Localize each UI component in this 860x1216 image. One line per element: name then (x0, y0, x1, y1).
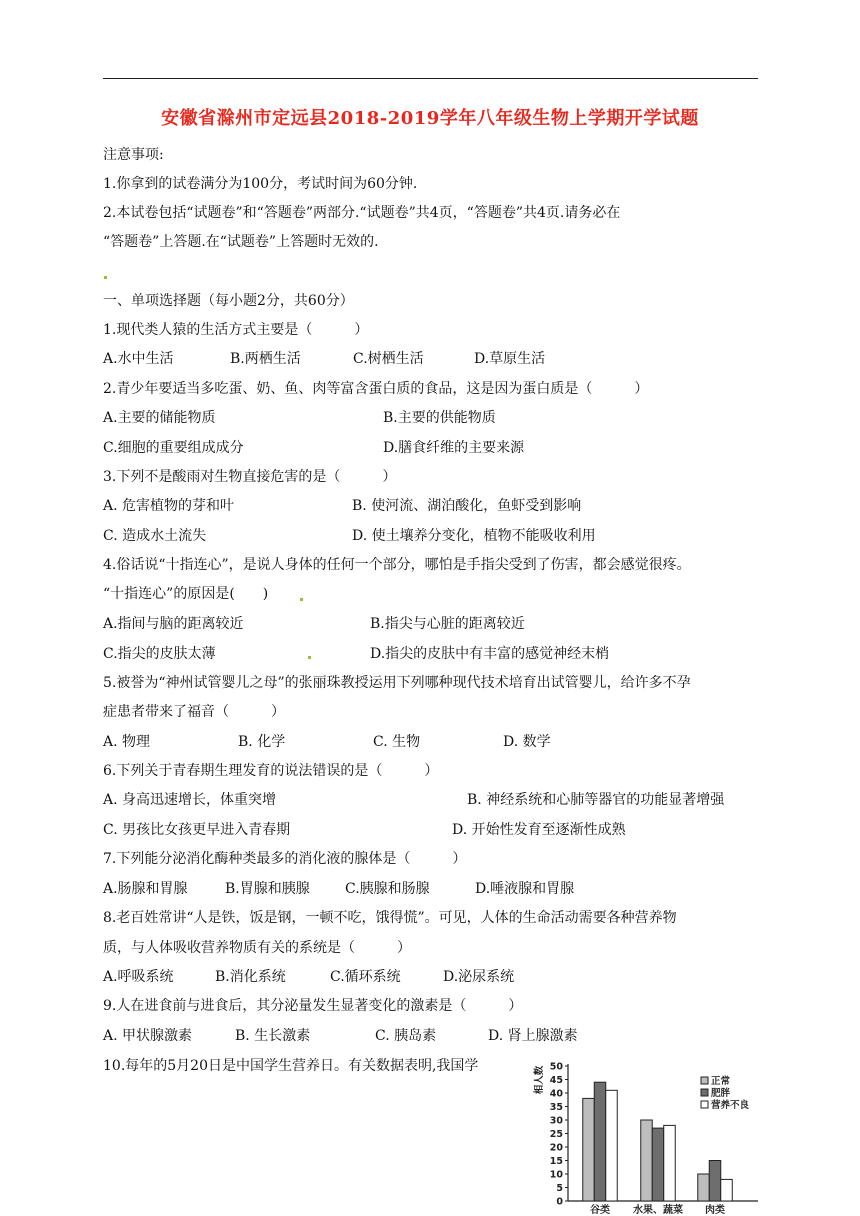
decorative-dot (300, 598, 303, 601)
option-b: B. 化学 (238, 734, 286, 750)
y-tick-label: 0 (556, 1196, 563, 1208)
option-c: C. 生物 (373, 734, 421, 750)
x-tick-label: 水果、蔬菜 (633, 1205, 683, 1216)
option-a: A.呼吸系统 (103, 969, 174, 985)
option-b: B. 使河流、湖泊酸化，鱼虾受到影响 (352, 498, 582, 514)
question-stem: 6.下列关于青春期生理发育的说法错误的是（ ） (103, 763, 439, 779)
exam-title: 安徽省滁州市定远县2018-2019学年八年级生物上学期开学试题 (161, 108, 699, 129)
section-heading: 一、单项选择题（每小题2分，共60分） (103, 293, 354, 309)
bar (606, 1090, 618, 1201)
notice-item: 2.本试卷包括“试题卷”和“答题卷”两部分.“试题卷”共4页，“答题卷”共4页.请务必在 (103, 205, 621, 221)
question-stem: 质，与人体吸收营养物质有关的系统是（ ） (103, 940, 411, 956)
bar (664, 1125, 676, 1201)
option-c: C.指尖的皮肤太薄 (103, 646, 216, 662)
question-stem: 症患者带来了福音（ ） (103, 704, 285, 720)
option-b: B. 生长激素 (235, 1028, 311, 1044)
question-stem: 2.青少年要适当多吃蛋、奶、鱼、肉等富含蛋白质的食品，这是因为蛋白质是（ ） (103, 381, 649, 397)
option-c: C. 造成水土流失 (103, 528, 207, 544)
option-a: A. 物理 (103, 734, 151, 750)
bar (641, 1120, 653, 1201)
option-d: D.唾液腺和胃腺 (475, 881, 575, 897)
option-d: D. 开始性发育至逐渐性成熟 (452, 822, 626, 838)
y-tick-label: 5 (556, 1183, 563, 1194)
y-tick-label: 30 (549, 1115, 563, 1127)
question-stem: 9.人在进食前与进食后，其分泌量发生显著变化的激素是（ ） (103, 998, 523, 1014)
notice-heading: 注意事项: (103, 147, 164, 163)
y-tick-label: 40 (549, 1088, 563, 1100)
option-d: D.泌尿系统 (443, 969, 515, 985)
legend-swatch (701, 1101, 708, 1108)
option-d: D. 数学 (503, 734, 551, 750)
option-a: A. 身高迅速增长，体重突增 (103, 792, 277, 808)
y-tick-label: 45 (549, 1075, 563, 1086)
option-a: A. 危害植物的芽和叶 (103, 498, 235, 514)
decorative-dot (308, 656, 311, 659)
legend-swatch (701, 1089, 708, 1096)
y-axis-label: 相人数 (534, 1065, 545, 1095)
legend-label: 正常 (711, 1076, 731, 1087)
option-d: D. 使土壤养分变化，植物不能吸收利用 (352, 528, 596, 544)
option-c: C.细胞的重要组成成分 (103, 440, 244, 456)
option-a: A.水中生活 (103, 351, 174, 367)
question-stem: “十指连心”的原因是( ) (103, 586, 269, 602)
question-stem: 5.被誉为“神州试管婴儿之母”的张丽珠教授运用下列哪种现代技术培育出试管婴儿，给许多不孕 (103, 675, 691, 691)
option-d: D.膳食纤维的主要来源 (383, 440, 525, 456)
x-tick-label: 肉类 (705, 1205, 725, 1216)
decorative-dot (104, 276, 107, 279)
question-stem: 3.下列不是酸雨对生物直接危害的是（ ） (103, 469, 397, 485)
option-c: C.树栖生活 (353, 351, 424, 367)
y-tick-label: 25 (549, 1129, 563, 1140)
nutrition-bar-chart (520, 1058, 765, 1216)
notice-item: “答题卷”上答题.在“试题卷”上答题时无效的. (103, 234, 379, 250)
y-tick-label: 20 (549, 1142, 563, 1154)
legend-label: 肥胖 (711, 1088, 731, 1099)
option-d: D. 肾上腺激素 (488, 1028, 578, 1044)
y-tick-label: 35 (549, 1102, 563, 1113)
y-tick-label: 10 (549, 1169, 563, 1181)
notice-item: 1.你拿到的试卷满分为100分，考试时间为60分钟. (103, 176, 418, 192)
bar (583, 1098, 595, 1201)
option-a: A. 甲状腺激素 (103, 1028, 193, 1044)
bar (594, 1082, 606, 1201)
option-b: B.消化系统 (215, 969, 286, 985)
option-c: C.胰腺和肠腺 (345, 881, 430, 897)
option-a: A.主要的储能物质 (103, 410, 216, 426)
y-tick-label: 50 (549, 1061, 563, 1073)
question-stem: 8.老百姓常讲“人是铁，饭是钢，一顿不吃，饿得慌”。可见，人体的生命活动需要各种营养物 (103, 910, 677, 926)
option-d: D.指尖的皮肤中有丰富的感觉神经末梢 (370, 646, 610, 662)
option-b: B.两栖生活 (230, 351, 301, 367)
legend-label: 营养不良 (711, 1100, 750, 1111)
bar (721, 1179, 733, 1201)
bar (709, 1161, 721, 1202)
bar (652, 1128, 664, 1201)
question-stem: 4.俗话说“十指连心”，是说人身体的任何一个部分，哪怕是手指尖受到了伤害，都会感觉很疼。 (103, 557, 691, 573)
option-d: D.草原生活 (474, 351, 546, 367)
option-c: C.循环系统 (330, 969, 401, 985)
x-tick-label: 谷类 (590, 1205, 610, 1216)
option-c: C. 胰岛素 (375, 1028, 437, 1044)
option-b: B.指尖与心脏的距离较近 (370, 616, 525, 632)
option-a: A.指间与脑的距离较近 (103, 616, 244, 632)
question-stem: 1.现代类人猿的生活方式主要是（ ） (103, 322, 369, 338)
bar (698, 1174, 710, 1201)
option-c: C. 男孩比女孩更早进入青春期 (103, 822, 291, 838)
question-stem: 10.每年的5月20日是中国学生营养日。有关数据表明,我国学 (103, 1058, 479, 1074)
header-rule (103, 78, 758, 79)
option-b: B.胃腺和胰腺 (225, 881, 310, 897)
question-stem: 7.下列能分泌消化酶种类最多的消化液的腺体是（ ） (103, 851, 467, 867)
y-tick-label: 15 (549, 1156, 563, 1167)
option-b: B. 神经系统和心肺等器官的功能显著增强 (467, 792, 725, 808)
legend-swatch (701, 1077, 708, 1084)
option-b: B.主要的供能物质 (383, 410, 496, 426)
option-a: A.肠腺和胃腺 (103, 881, 188, 897)
